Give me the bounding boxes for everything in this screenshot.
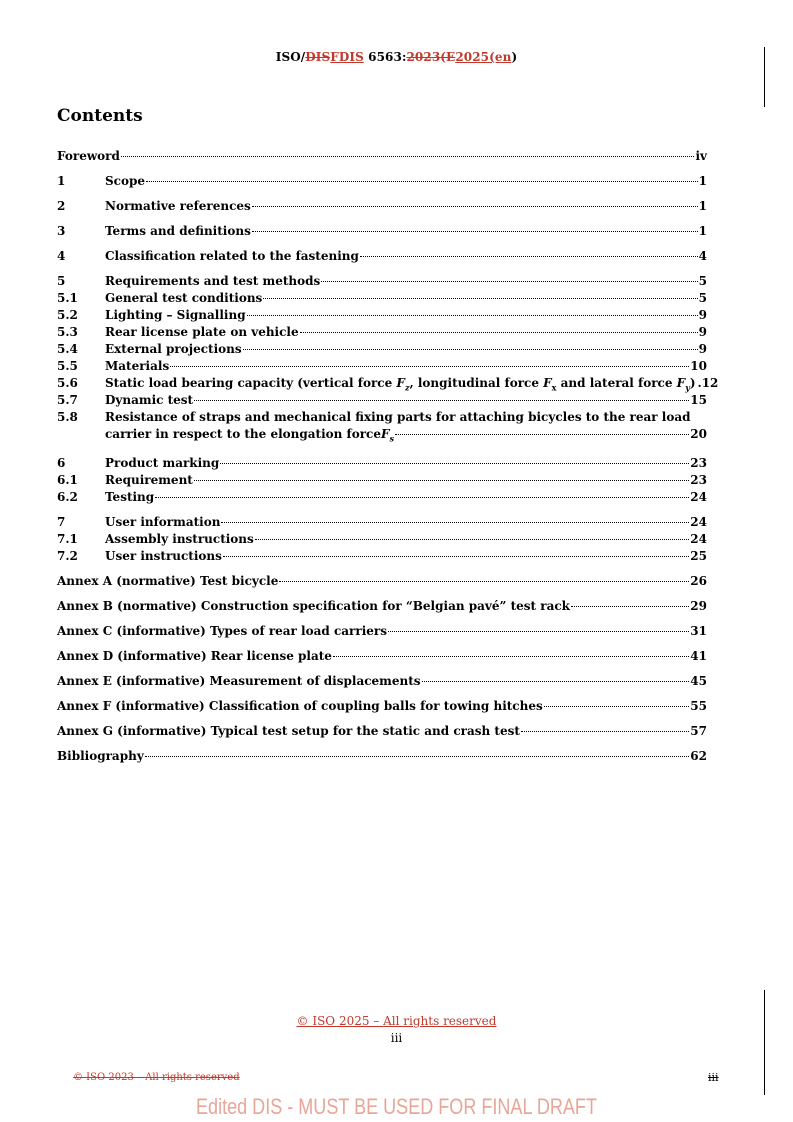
toc-title-block <box>105 409 707 447</box>
leader-dots <box>300 332 698 333</box>
leader-dots <box>221 522 689 523</box>
toc-title: Foreword <box>57 149 120 163</box>
toc-number: 5.5 <box>57 359 78 373</box>
toc-title: Annex C (informative) Types of rear load carriers <box>57 624 387 639</box>
toc-page: 62 <box>690 749 707 764</box>
toc-page: 9 <box>698 308 707 322</box>
title-part: , longitudinal force <box>409 376 544 390</box>
toc-entry-5-2[interactable] <box>57 307 707 324</box>
symbol-fz <box>396 376 410 393</box>
toc-title: Normative references <box>105 199 251 213</box>
toc-number: 4 <box>57 249 66 263</box>
toc-page: 24 <box>690 490 707 505</box>
toc-page: 24 <box>690 515 707 530</box>
toc-page: 57 <box>690 724 707 739</box>
footer-deleted-page-number: iii <box>708 1071 719 1084</box>
toc-title: User information <box>105 515 221 530</box>
leader-dots <box>170 366 689 367</box>
toc-title: General test conditions <box>105 291 263 305</box>
toc-title: Classification related to the fastening <box>105 249 359 263</box>
document-header <box>0 50 793 64</box>
symbol-letter: F <box>543 376 552 390</box>
leader-dots <box>388 631 689 632</box>
toc-entry-annex-e[interactable] <box>57 673 707 690</box>
toc-title: External projections <box>105 342 242 356</box>
leader-dots <box>571 606 689 607</box>
toc-page: .12 <box>697 376 719 390</box>
footer-deleted-copyright: © ISO 2023 – All rights reserved <box>73 1072 240 1083</box>
title-part: ) <box>689 376 696 390</box>
toc-page: 23 <box>690 473 707 488</box>
title-part: carrier in respect to the elongation force <box>105 427 381 441</box>
header-deleted-stage: DIS <box>305 50 331 64</box>
toc-page: 1 <box>698 174 707 188</box>
toc-entry-5-4[interactable] <box>57 341 707 358</box>
toc-page: 25 <box>690 549 707 564</box>
toc-entry-5-8[interactable] <box>57 409 707 447</box>
toc-number: 5.2 <box>57 308 78 322</box>
toc-title: Annex B (normative) Construction specification for “Belgian pavé” test rack <box>57 599 570 614</box>
toc-number: 1 <box>57 174 66 188</box>
toc-entry-5-1[interactable] <box>57 290 707 307</box>
toc-entry-annex-b[interactable] <box>57 598 707 615</box>
toc-entry-annex-f[interactable] <box>57 698 707 715</box>
leader-dots <box>155 497 689 498</box>
toc-entry-7[interactable] <box>57 514 707 531</box>
toc-title: Annex F (informative) Classification of coupling balls for towing hitches <box>57 699 543 714</box>
symbol-fx <box>543 376 557 393</box>
toc-page: 41 <box>690 649 707 664</box>
toc-title <box>105 375 696 396</box>
toc-entry-6-2[interactable] <box>57 489 707 506</box>
toc-title: Requirement <box>105 473 193 488</box>
header-inserted-stage: FDIS <box>330 50 364 64</box>
table-of-contents <box>57 148 719 765</box>
toc-title: Dynamic test <box>105 393 194 407</box>
leader-dots <box>360 256 698 257</box>
toc-number: 6.1 <box>57 473 78 488</box>
toc-number: 5.6 <box>57 376 78 390</box>
symbol-letter: F <box>676 376 686 390</box>
toc-entry-5-5[interactable] <box>57 358 707 375</box>
toc-page: 20 <box>690 427 707 441</box>
toc-number: 6.2 <box>57 490 78 505</box>
toc-page: 4 <box>698 249 707 263</box>
toc-number: 3 <box>57 224 66 238</box>
leader-dots <box>333 656 689 657</box>
leader-dots <box>146 181 698 182</box>
leader-dots <box>544 706 690 707</box>
toc-entry-3[interactable] <box>57 223 707 240</box>
toc-number: 5.1 <box>57 291 78 305</box>
symbol-fs <box>381 426 394 447</box>
toc-entry-7-1[interactable] <box>57 531 707 548</box>
toc-page: 1 <box>698 224 707 238</box>
leader-dots <box>395 434 689 435</box>
toc-number: 2 <box>57 199 66 213</box>
leader-dots <box>279 581 689 582</box>
toc-title: Scope <box>105 174 146 188</box>
toc-number: 5.8 <box>57 410 78 424</box>
header-prefix: ISO/ <box>275 50 306 64</box>
leader-dots <box>247 315 698 316</box>
toc-page: 5 <box>698 274 707 288</box>
header-deleted-year: 2023(E <box>406 50 456 64</box>
toc-page: 1 <box>698 199 707 213</box>
toc-page: 31 <box>690 624 707 639</box>
toc-page: 9 <box>698 325 707 339</box>
toc-entry-annex-g[interactable] <box>57 723 707 740</box>
toc-entry-5-6[interactable] <box>57 375 719 393</box>
toc-number: 7.2 <box>57 549 78 564</box>
toc-page: 29 <box>690 599 707 614</box>
toc-number: 5.4 <box>57 342 78 356</box>
leader-dots <box>321 281 697 282</box>
header-suffix: ) <box>511 50 518 64</box>
symbol-subscript: s <box>389 433 395 444</box>
toc-entry-foreword[interactable] <box>57 148 707 165</box>
toc-entry-annex-c[interactable] <box>57 623 707 640</box>
toc-number: 6 <box>57 456 66 471</box>
toc-page: 24 <box>690 532 707 547</box>
toc-entry-2[interactable] <box>57 198 707 215</box>
leader-dots <box>521 731 689 732</box>
page-title: Contents <box>57 106 143 126</box>
toc-title: Annex G (informative) Typical test setup for the static and crash test <box>57 724 520 739</box>
toc-page: 10 <box>690 359 707 373</box>
draft-watermark: Edited DIS - MUST BE USED FOR FINAL DRAFT <box>196 1094 597 1119</box>
toc-number: 5.7 <box>57 393 78 407</box>
toc-entry-bibliography[interactable] <box>57 748 707 765</box>
toc-entry-5[interactable] <box>57 273 707 290</box>
symbol-fy <box>676 376 690 393</box>
header-inserted-year: 2025(en <box>455 50 512 64</box>
toc-title: Requirements and test methods <box>105 274 321 288</box>
leader-dots <box>263 298 697 299</box>
toc-page: iv <box>695 149 707 163</box>
toc-title: Lighting – Signalling <box>105 308 246 322</box>
toc-title: Annex A (normative) Test bicycle <box>57 574 279 589</box>
toc-title: User instructions <box>105 549 222 564</box>
toc-title: Annex E (informative) Measurement of displacements <box>57 674 421 689</box>
leader-dots <box>194 480 689 481</box>
toc-number: 7.1 <box>57 532 78 547</box>
symbol-subscript: x <box>551 382 557 393</box>
toc-entry-6[interactable] <box>57 455 707 472</box>
toc-title: Testing <box>105 490 155 505</box>
toc-entry-annex-a[interactable] <box>57 573 707 590</box>
leader-dots <box>194 400 689 401</box>
leader-dots <box>223 556 689 557</box>
toc-title-line-1: Resistance of straps and mechanical fixing parts for attaching bicycles to the rear load <box>105 410 691 424</box>
leader-dots <box>422 681 690 682</box>
leader-dots <box>252 206 698 207</box>
leader-dots <box>243 349 698 350</box>
toc-number: 5 <box>57 274 66 288</box>
toc-entry-4[interactable] <box>57 248 707 265</box>
toc-number: 5.3 <box>57 325 78 339</box>
toc-title: Product marking <box>105 456 220 471</box>
toc-title: Terms and definitions <box>105 224 251 238</box>
title-part: Static load bearing capacity (vertical force <box>105 376 397 390</box>
leader-dots <box>220 463 689 464</box>
toc-entry-6-1[interactable] <box>57 472 707 489</box>
toc-page: 15 <box>690 393 707 407</box>
leader-dots <box>145 756 690 757</box>
toc-number: 7 <box>57 515 66 530</box>
footer-page-number: iii <box>390 1031 403 1045</box>
toc-entry-5-3[interactable] <box>57 324 707 341</box>
toc-title: Rear license plate on vehicle <box>105 325 299 339</box>
toc-title: Materials <box>105 359 170 373</box>
symbol-letter: F <box>396 376 405 390</box>
leader-dots <box>255 539 690 540</box>
toc-page: 9 <box>698 342 707 356</box>
toc-title: Assembly instructions <box>105 532 254 547</box>
symbol-subscript: z <box>404 382 410 393</box>
footer-copyright: © ISO 2025 – All rights reserved <box>296 1014 497 1028</box>
toc-page: 26 <box>690 574 707 589</box>
leader-dots <box>121 156 695 157</box>
toc-page: 45 <box>690 674 707 689</box>
toc-entry-annex-d[interactable] <box>57 648 707 665</box>
header-number: 6563: <box>363 50 407 64</box>
title-part: and lateral force <box>556 376 677 390</box>
toc-entry-7-2[interactable] <box>57 548 707 565</box>
toc-page: 23 <box>690 456 707 471</box>
toc-title: Bibliography <box>57 749 144 764</box>
leader-dots <box>252 231 698 232</box>
toc-page: 5 <box>698 291 707 305</box>
symbol-letter: F <box>380 427 390 441</box>
toc-title-line-2 <box>105 426 707 447</box>
symbol-subscript: y <box>685 382 690 393</box>
toc-page: 55 <box>690 699 707 714</box>
toc-entry-1[interactable] <box>57 173 707 190</box>
toc-title: Annex D (informative) Rear license plate <box>57 649 332 664</box>
